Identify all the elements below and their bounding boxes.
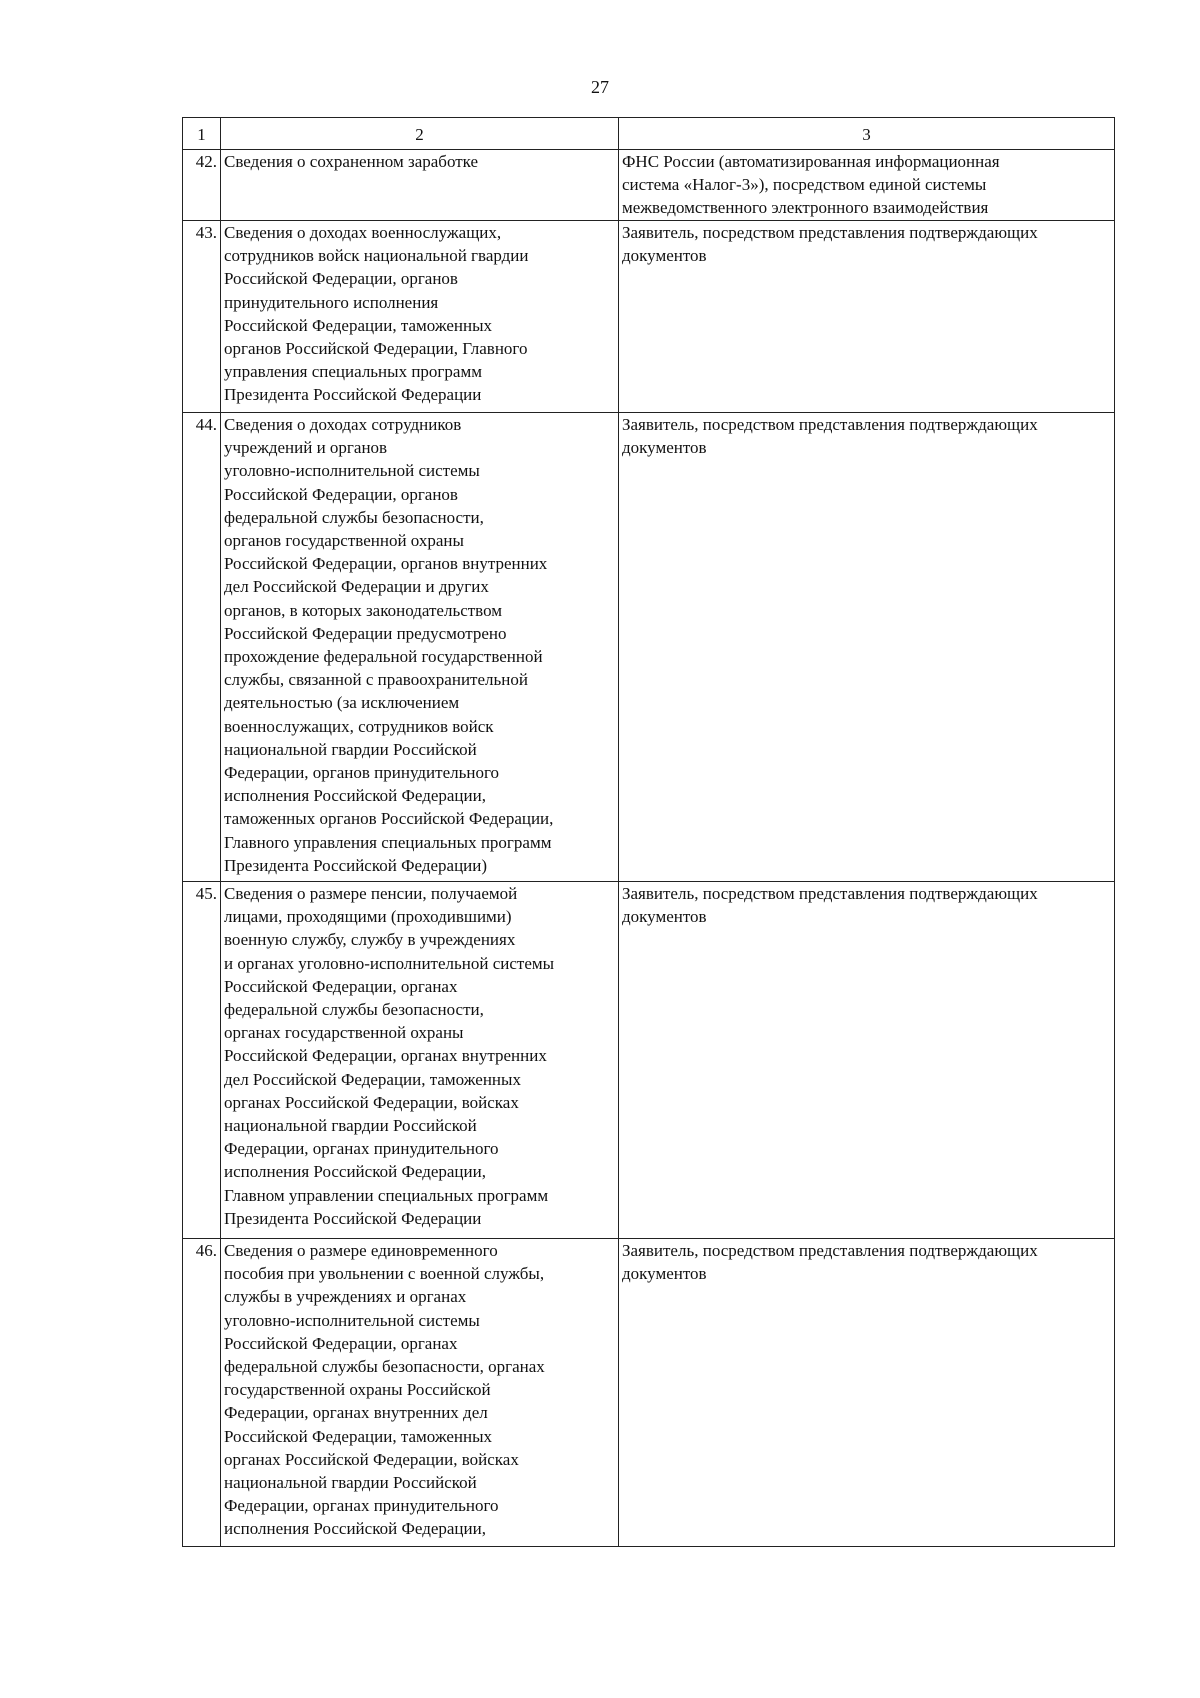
cell-text-line: учреждений и органов	[224, 438, 388, 458]
cell-text-line: органах Российской Федерации, войсках	[224, 1092, 519, 1112]
cell-text-line: ФНС России (автоматизированная информационная	[622, 152, 1000, 171]
info-cell	[221, 150, 619, 221]
cell-text-line: лицами, проходящими (проходившими)	[224, 907, 512, 927]
cell-text-line: Сведения о размере единовременного	[224, 1241, 498, 1260]
cell-text-line: Российской Федерации, органах внутренних	[224, 1046, 547, 1066]
cell-text-line: Сведения о доходах военнослужащих,	[224, 223, 502, 242]
row-number: 43.	[183, 221, 221, 413]
info-cell	[221, 1239, 619, 1547]
cell-text-line: органов Российской Федерации, Главного	[224, 339, 528, 359]
row-number: 45.	[183, 882, 221, 1239]
cell-text-line: службы, связанной с правоохранительной	[224, 670, 528, 690]
document-table	[182, 117, 1115, 1547]
table-row	[183, 1239, 1115, 1547]
cell-text-line: Сведения о размере пенсии, получаемой	[224, 884, 518, 903]
table-row	[183, 221, 1115, 413]
cell-text-line: Президента Российской Федерации)	[224, 855, 488, 875]
cell-text-line: Российской Федерации, таможенных	[224, 1426, 493, 1446]
cell-text-line: службы в учреждениях и органах	[224, 1287, 467, 1307]
source-cell	[619, 150, 1115, 221]
page-number: 27	[591, 77, 609, 97]
cell-text-line: органов государственной охраны	[224, 531, 464, 551]
cell-text-line: органах Российской Федерации, войсках	[224, 1449, 519, 1469]
cell-text-line: исполнения Российской Федерации,	[224, 786, 486, 806]
table-row	[183, 882, 1115, 1239]
cell-text-line: пособия при увольнении с военной службы,	[224, 1264, 545, 1284]
cell-text-line: Сведения о доходах сотрудников	[224, 415, 462, 434]
cell-text-line: деятельностью (за исключением	[224, 693, 460, 713]
cell-text-line: Российской Федерации, органов внутренних	[224, 554, 548, 574]
cell-text-line: военнослужащих, сотрудников войск	[224, 716, 494, 736]
table-row	[183, 150, 1115, 221]
cell-text-line: Главного управления специальных программ	[224, 832, 552, 852]
cell-text-line: документов	[622, 1264, 707, 1284]
cell-text-line: Федерации, органов принудительного	[224, 763, 500, 783]
column-header-2: 2	[221, 118, 619, 150]
cell-text-line: дел Российской Федерации, таможенных	[224, 1069, 521, 1089]
cell-text-line: документов	[622, 438, 707, 458]
cell-text-line: государственной охраны Российской	[224, 1380, 491, 1400]
row-number: 46.	[183, 1239, 221, 1547]
cell-text-line: принудительного исполнения	[224, 292, 439, 312]
table-row	[183, 413, 1115, 882]
row-number: 42.	[183, 150, 221, 221]
cell-text-line: федеральной службы безопасности, органах	[224, 1357, 545, 1377]
info-cell	[221, 882, 619, 1239]
cell-text-line: система «Налог-3»), посредством единой системы	[622, 175, 987, 195]
info-cell	[221, 413, 619, 882]
info-cell	[221, 221, 619, 413]
cell-text-line: Российской Федерации предусмотрено	[224, 623, 507, 643]
cell-text-line: дел Российской Федерации и других	[224, 577, 489, 597]
cell-text-line: межведомственного электронного взаимодействия	[622, 198, 989, 218]
cell-text-line: национальной гвардии Российской	[224, 1473, 477, 1493]
cell-text-line: федеральной службы безопасности,	[224, 1000, 484, 1020]
cell-text-line: Заявитель, посредством представления подтверждающих	[622, 884, 1038, 903]
cell-text-line: исполнения Российской Федерации,	[224, 1162, 486, 1182]
cell-text-line: Заявитель, посредством представления подтверждающих	[622, 1241, 1038, 1260]
cell-text-line: Российской Федерации, таможенных	[224, 315, 493, 335]
cell-text-line: Главном управлении специальных программ	[224, 1185, 549, 1205]
cell-text-line: военную службу, службу в учреждениях	[224, 930, 516, 950]
cell-text-line: Федерации, органах внутренних дел	[224, 1403, 488, 1423]
source-cell	[619, 882, 1115, 1239]
cell-text-line: уголовно-исполнительной системы	[224, 461, 480, 481]
cell-text-line: Президента Российской Федерации	[224, 1208, 482, 1228]
cell-text-line: Заявитель, посредством представления подтверждающих	[622, 223, 1038, 242]
cell-text-line: документов	[622, 246, 707, 266]
cell-text-line: уголовно-исполнительной системы	[224, 1310, 480, 1330]
cell-text-line: Сведения о сохраненном заработке	[224, 152, 479, 171]
cell-text-line: Российской Федерации, органов	[224, 484, 458, 504]
table-body	[183, 150, 1115, 1547]
cell-text-line: Федерации, органах принудительного	[224, 1139, 499, 1159]
source-cell	[619, 1239, 1115, 1547]
cell-text-line: прохождение федеральной государственной	[224, 647, 543, 667]
cell-text-line: сотрудников войск национальной гвардии	[224, 246, 529, 266]
cell-text-line: и органах уголовно-исполнительной системы	[224, 953, 555, 973]
cell-text-line: органов, в которых законодательством	[224, 600, 503, 620]
cell-text-line: Российской Федерации, органах	[224, 976, 458, 996]
cell-text-line: Федерации, органах принудительного	[224, 1496, 499, 1516]
column-header-3: 3	[619, 118, 1115, 150]
cell-text-line: исполнения Российской Федерации,	[224, 1519, 486, 1539]
cell-text-line: федеральной службы безопасности,	[224, 507, 484, 527]
cell-text-line: Российской Федерации, органах	[224, 1333, 458, 1353]
cell-text-line: органах государственной охраны	[224, 1023, 464, 1043]
cell-text-line: национальной гвардии Российской	[224, 1116, 477, 1136]
row-number: 44.	[183, 413, 221, 882]
cell-text-line: Российской Федерации, органов	[224, 269, 458, 289]
source-cell	[619, 413, 1115, 882]
cell-text-line: Заявитель, посредством представления подтверждающих	[622, 415, 1038, 434]
cell-text-line: документов	[622, 907, 707, 927]
cell-text-line: таможенных органов Российской Федерации,	[224, 809, 554, 829]
cell-text-line: национальной гвардии Российской	[224, 739, 477, 759]
cell-text-line: управления специальных программ	[224, 362, 482, 382]
source-cell	[619, 221, 1115, 413]
cell-text-line: Президента Российской Федерации	[224, 385, 482, 405]
column-header-1: 1	[183, 118, 221, 150]
table-header-row	[183, 118, 1115, 150]
